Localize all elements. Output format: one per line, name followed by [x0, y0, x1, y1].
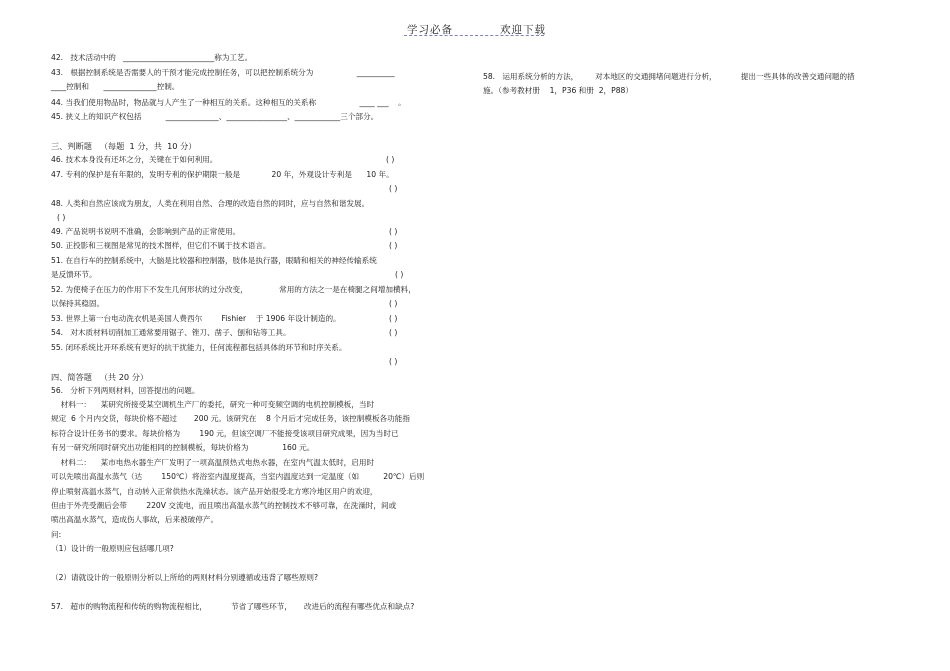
answer-paren-48: ( ) — [57, 213, 66, 222]
text-line: 43. 根据控制系统是否需要人的干预才能完成控制任务，可以把控制系统分为 __________ — [51, 68, 395, 77]
text-line: 45. 狭义上的知识产权包括 ______________、________________、____________三个部分。 — [51, 112, 379, 121]
question-52: 52. 为使椅子在压力的作用下不发生几何形状的过分改变， 常用的方法之一是在椅腿之间增加横料， — [51, 285, 416, 294]
answer-paren-53: ( ) — [389, 314, 398, 323]
sub-question-1: （1）设计的一般原则应包括哪几项? — [51, 544, 174, 553]
question-46: 46. 技术本身没有还坏之分，关键在于如何利用。 — [51, 155, 218, 164]
answer-paren-46: ( ) — [386, 155, 395, 164]
text-line: ____控制和 ______________控制。 — [51, 82, 180, 91]
question-56: 56. 分析下列两则材料，回答提出的问题。 — [51, 386, 200, 395]
answer-paren-52: ( ) — [389, 299, 398, 308]
text-line: 是反馈环节。 — [51, 270, 97, 279]
material-line: 有另一研究所同时研究出功能相同的控制模板，每块价格为 160 元。 — [51, 443, 315, 452]
answer-paren-55: ( ) — [389, 357, 398, 366]
header-left-text: 学习必备 — [407, 24, 453, 36]
header-right-text: 欢迎下载 — [500, 24, 546, 36]
question-49: 49. 产品说明书说明不准确，会影响到产品的正常使用。 — [51, 227, 241, 236]
answer-paren-54: ( ) — [389, 328, 398, 337]
question-51: 51. 在自行车的控制系统中，大脑是比较器和控制器，肢体是执行器，眼睛和相关的神经传输系统 — [51, 256, 377, 265]
question-55: 55. 闭环系统比开环系统有更好的抗干扰能力，任何流程都包括具体的环节和时序关系。 — [51, 343, 347, 352]
section-heading: 三、判断题 （每题 1 分，共 10 分） — [51, 141, 197, 151]
question-50: 50. 正投影和三视图是常见的技术图样，但它们不属于技术语言。 — [51, 241, 271, 250]
material-line: 但由于外壳受潮后会带 220V 交流电，而且喷出高温水蒸气的控制技术不够可靠，在洗澡时，间或 — [51, 501, 397, 510]
text-line: 问: — [51, 530, 62, 539]
text-line: 42. 技术活动中的 ________________________称为工艺。 — [51, 53, 253, 62]
answer-paren-50: ( ) — [389, 241, 398, 250]
material-line: 标符合设计任务书的要求。每块价格为 190 元，但该空调厂不能接受该项目研究成果，因为当时已 — [51, 429, 399, 438]
question-58-continued: 施。（参考教材册 1，P36 和册 2，P88） — [483, 86, 633, 95]
material-line: 喷出高温水蒸气，造成伤人事故，后来被破停产。 — [51, 515, 219, 524]
question-54: 54. 对木质材料切削加工通常要用锯子、锉刀、凿子、刨和钻等工具。 — [51, 328, 291, 337]
answer-paren-49: ( ) — [389, 227, 398, 236]
question-57: 57. 超市的购物流程和传统的购物流程相比， 节省了哪些环节， 改进后的流程有哪些优点和缺点? — [51, 602, 415, 611]
question-47: 47. 专利的保护是有年限的，发明专利的保护期限一般是 20 年，外观设计专利是 10 年。 — [51, 170, 394, 179]
header-divider — [404, 35, 544, 36]
text-line: 44. 当我们使用物品时，物品就与人产生了一种相互的关系。这种相互的关系称 ____ ___ 。 — [51, 98, 406, 107]
material-line: 材料二： 某市电热水器生产厂发明了一项高温预热式电热水器，在室内气温太低时，启用时 — [51, 458, 375, 467]
answer-paren-51: ( ) — [395, 270, 404, 279]
material-line: 停止喷射高温水蒸气，自动转入正常供热水洗澡状态。该产品开始很受北方寒冷地区用户的欢迎， — [51, 487, 378, 496]
sub-question-2: （2）请就设计的一般原则分析以上所给的两则材料分别遵循或违背了哪些原则? — [51, 573, 319, 582]
material-line: 规定 6 个月内交货，每块价格不超过 200 元。该研究在 8 个月后才完成任务，该控制模板各功能指 — [51, 414, 410, 423]
answer-paren-47: ( ) — [389, 184, 398, 193]
question-53: 53. 世界上第一台电动洗衣机是美国人费西尔 Fishier 于 1906 年设计制造的。 — [51, 314, 341, 323]
material-line: 可以先喷出高温水蒸气（达 150℃）将浴室内温度提高，当室内温度达到一定温度（如 20℃）后则 — [51, 472, 425, 481]
question-48: 48. 人类和自然应该成为朋友，人类在利用自然、合理的改造自然的同时，应与自然和谐发展。 — [51, 199, 370, 208]
question-58: 58. 运用系统分析的方法， 对本地区的交通拥堵问题进行分析， 提出一些具体的改善交通问题的措 — [483, 72, 855, 81]
text-line: 以保持其稳固。 — [51, 299, 105, 308]
section-heading: 四、简答题 （共 20 分） — [51, 372, 149, 382]
material-line: 材料一： 某研究所接受某空调机生产厂的委托，研究一种可变频空调的电机控制模板，当时 — [51, 400, 375, 409]
